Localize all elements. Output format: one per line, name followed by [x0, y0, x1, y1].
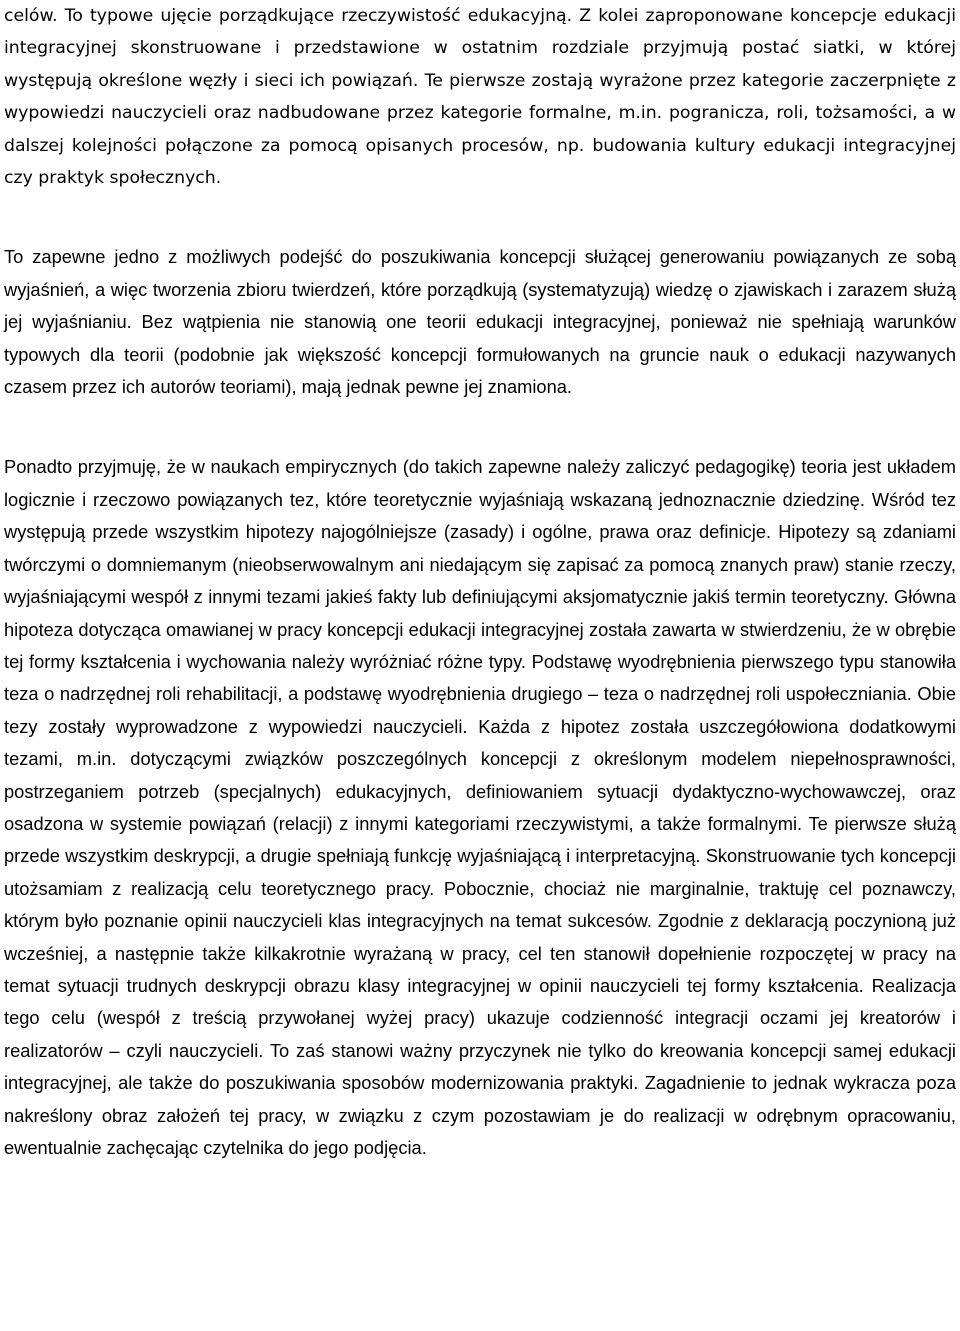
- document-page: [4, 0, 956, 1164]
- paragraph-3: Ponadto przyjmuję, że w naukach empirycznych (do takich zapewne należy zaliczyć pedagogikę) teoria jest układem logicznie i rzeczowo powiązanych tez, które teoretycznie wyjaśniają wskazaną jednoznacznie dziedzinę. Wśród tez występują przede wszystkim hipotezy najogólniejsze (zasady) i ogólne, prawa oraz definicje. Hipotezy są zdaniami twórczymi o domniemanym (nieobserwowalnym ani niedającym się zapisać za pomocą znanych praw) stanie rzeczy, wyjaśniającymi wespół z innymi tezami jakieś fakty lub definiującymi aksjomatycznie jakiś termin teoretyczny. Główna hipoteza dotycząca omawianej w pracy koncepcji edukacji integracyjnej została zawarta w stwierdzeniu, że w obrębie tej formy kształcenia i wychowania należy wyróżniać różne typy. Podstawę wyodrębnienia pierwszego typu stanowiła teza o nadrzędnej roli rehabilitacji, a podstawę wyodrębnienia drugiego – teza o nadrzędnej roli uspołeczniania. Obie tezy zostały wyprowadzone z wypowiedzi nauczycieli. Każda z hipotez została uszczegółowiona dodatkowymi tezami, m.in. dotyczącymi związków poszczególnych koncepcji z określonym modelem niepełnosprawności, postrzeganiem potrzeb (specjalnych) edukacyjnych, definiowaniem sytuacji dydaktyczno-wychowawczej, oraz osadzona w systemie powiązań (relacji) z innymi kategoriami rzeczywistymi, a także formalnymi. Te pierwsze służą przede wszystkim deskrypcji, a drugie spełniają funkcję wyjaśniającą i interpretacyjną. Skonstruowanie tych koncepcji utożsamiam z realizacją celu teoretycznego pracy. Pobocznie, chociaż nie marginalnie, traktuję cel poznawczy, którym było poznanie opinii nauczycieli klas integracyjnych na temat sukcesów. Zgodnie z deklaracją poczynioną już wcześniej, a następnie także kilkakrotnie wyrażaną w pracy, cel ten stanowił dopełnienie rozpoczętej w pracy na temat sytuacji trudnych deskrypcji obrazu klasy integracyjnej w opinii nauczycieli tej formy kształcenia. Realizacja tego celu (wespół z treścią przywołanej wyżej pracy) ukazuje codzienność integracji oczami jej kreatorów i realizatorów – czyli nauczycieli. To zaś stanowi ważny przyczynek nie tylko do kreowania koncepcji samej edukacji integracyjnej, ale także do poszukiwania sposobów modernizowania praktyki. Zagadnienie to jednak wykracza poza nakreślony obraz założeń tej pracy, w związku z czym pozostawiam je do realizacji w odrębnym opracowaniu, ewentualnie zachęcając czytelnika do jego podjęcia.: [4, 456, 956, 1158]
- paragraph-2: To zapewne jedno z możliwych podejść do poszukiwania koncepcji służącej generowaniu powiązanych ze sobą wyjaśnień, a więc tworzenia zbioru twierdzeń, które porządkują (systematyzują) wiedzę o zjawiskach i zarazem służą jej wyjaśnianiu. Bez wątpienia nie stanowią one teorii edukacji integracyjnej, ponieważ nie spełniają warunków typowych dla teorii (podobnie jak większość koncepcji formułowanych na gruncie nauk o edukacji nazywanych czasem przez ich autorów teoriami), mają jednak pewne jej znamiona.: [4, 246, 956, 398]
- paragraph-1: celów. To typowe ujęcie porządkujące rzeczywistość edukacyjną. Z kolei zaproponowane koncepcje edukacji integracyjnej skonstruowane i przedstawione w ostatnim rozdziale przyjmują postać siatki, w której występują określone węzły i sieci ich powiązań. Te pierwsze zostają wyrażone przez kategorie zaczerpnięte z wypowiedzi nauczycieli oraz nadbudowane przez kategorie formalne, m.in. pogranicza, roli, tożsamości, a w dalszej kolejności połączone za pomocą opisanych procesów, np. budowania kultury edukacji integracyjnej czy praktyk społecznych.: [4, 6, 956, 189]
